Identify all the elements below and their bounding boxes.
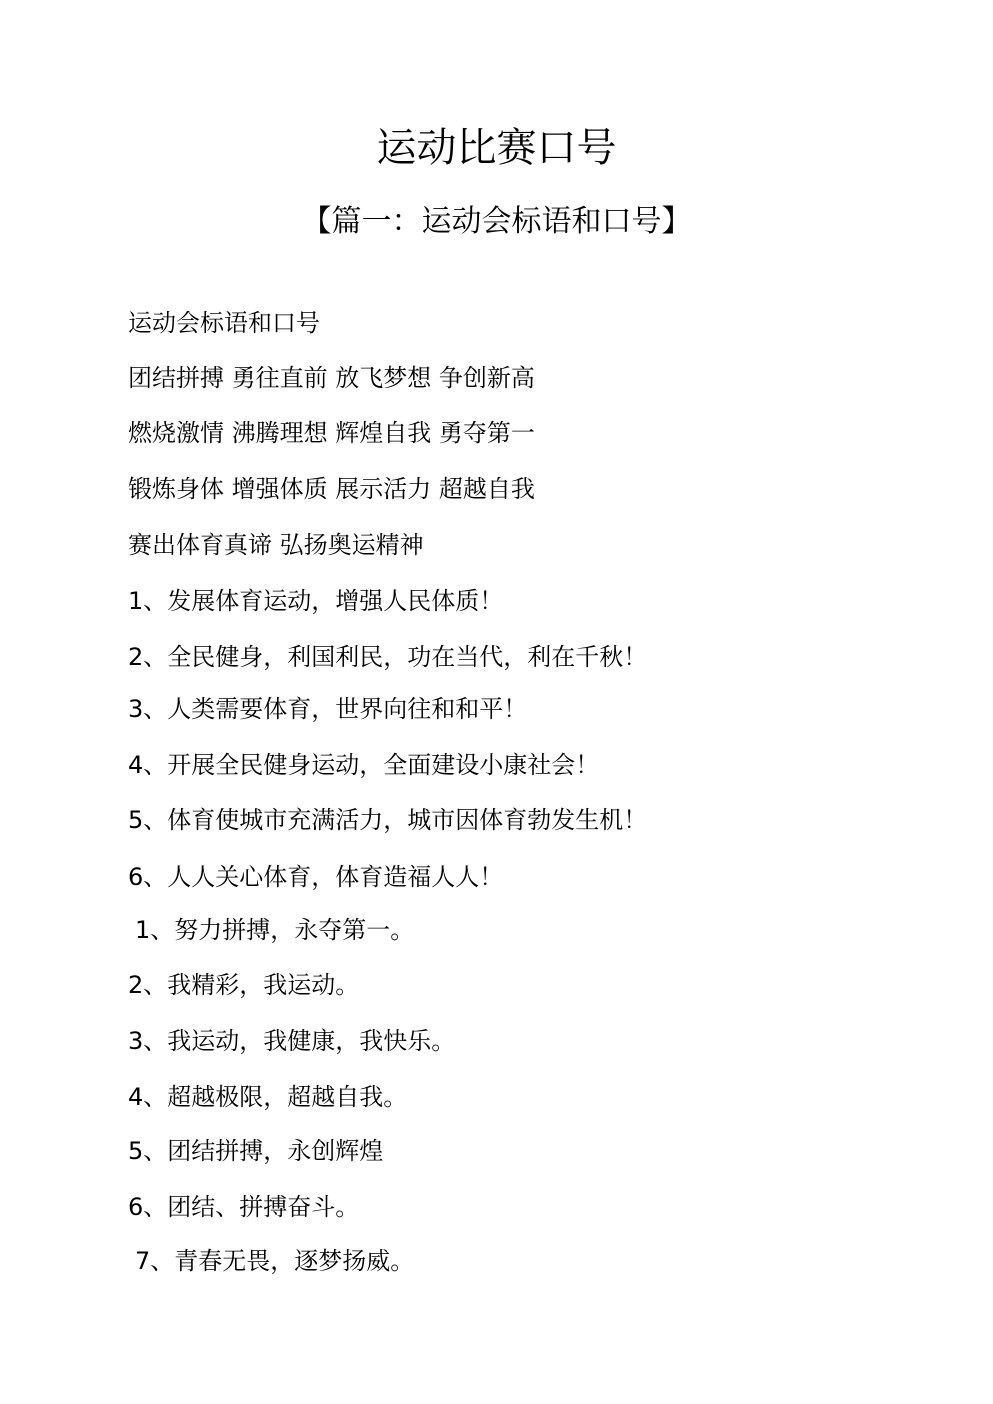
list-item: 4、超越极限，超越自我。	[128, 1083, 408, 1111]
list-item: 3、人类需要体育，世界向往和和平！	[128, 695, 528, 723]
document-subtitle: 【篇一：运动会标语和口号】	[301, 204, 692, 239]
list-item: 1、发展体育运动，增强人民体质！	[128, 587, 504, 615]
body-line: 团结拼搏 勇往直前 放飞梦想 争创新高	[128, 364, 535, 392]
document-title: 运动比赛口号	[376, 125, 617, 171]
list-item: 1、努力拼搏，永夺第一。	[135, 916, 415, 944]
list-item: 2、我精彩，我运动。	[128, 971, 360, 999]
list-item: 2、全民健身，利国利民，功在当代，利在千秋！	[128, 643, 648, 671]
list-item: 5、体育使城市充满活力，城市因体育勃发生机！	[128, 806, 648, 834]
body-line: 燃烧激情 沸腾理想 辉煌自我 勇夺第一	[128, 419, 535, 447]
list-item: 7、青春无畏，逐梦扬威。	[135, 1247, 415, 1275]
list-item: 3、我运动，我健康，我快乐。	[128, 1027, 456, 1055]
list-item: 4、开展全民健身运动，全面建设小康社会！	[128, 751, 600, 779]
body-line: 锻炼身体 增强体质 展示活力 超越自我	[128, 475, 535, 503]
list-item: 5、团结拼搏，永创辉煌	[128, 1137, 384, 1165]
body-line: 赛出体育真谛 弘扬奥运精神	[128, 531, 424, 559]
body-line: 运动会标语和口号	[128, 309, 320, 337]
list-item: 6、人人关心体育，体育造福人人！	[128, 863, 504, 891]
list-item: 6、团结、拼搏奋斗。	[128, 1193, 360, 1221]
